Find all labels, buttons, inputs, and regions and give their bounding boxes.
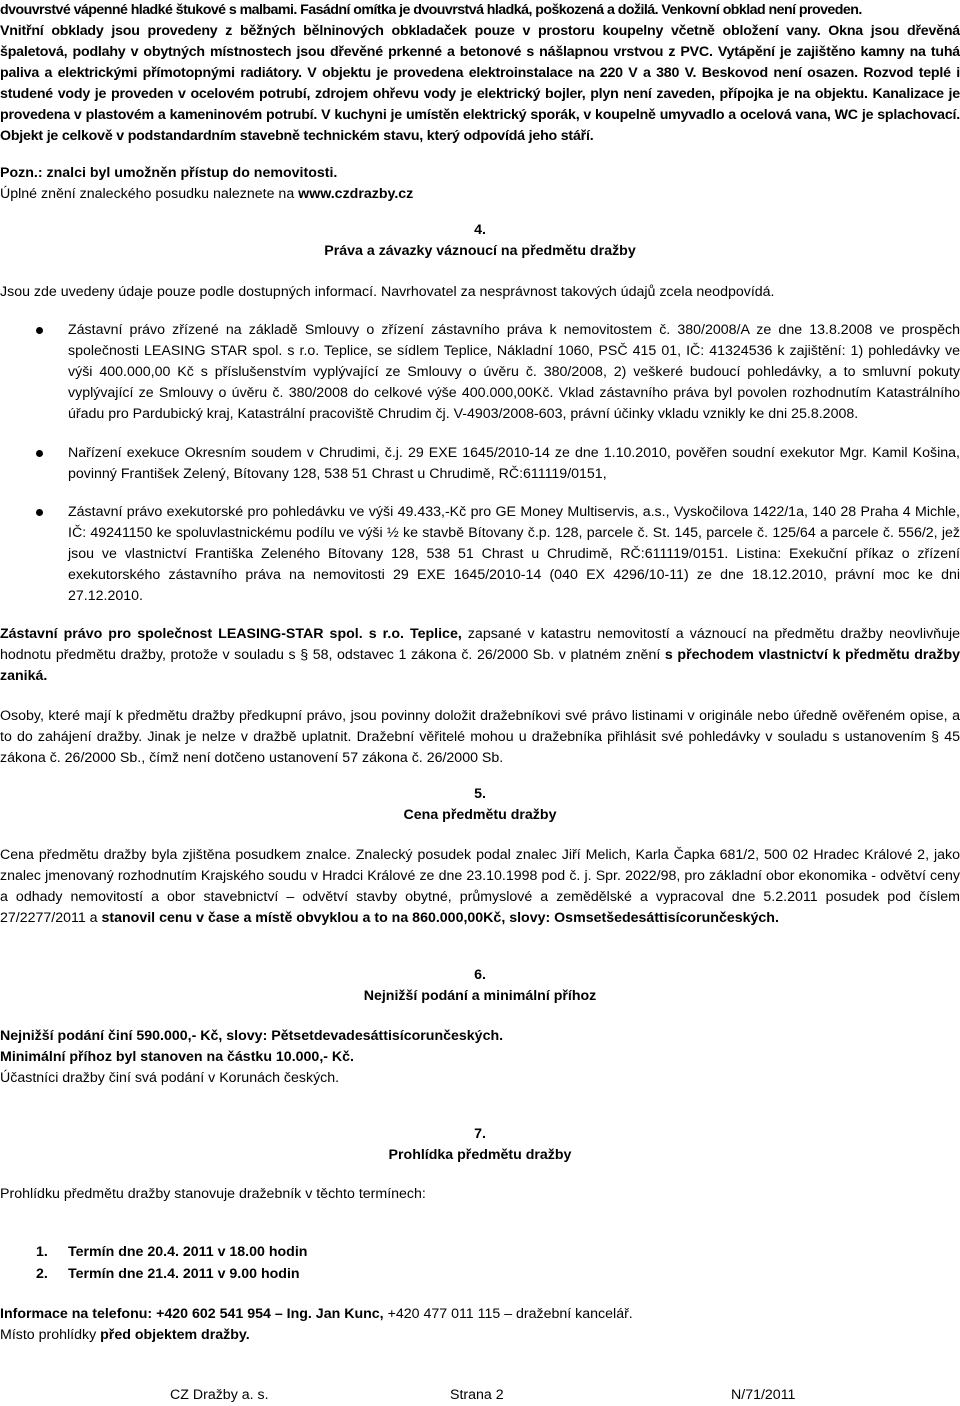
preemption-text: Osoby, které mají k předmětu dražby předkupní právo, jsou povinny doložit dražebníkovi své právo listinami v originále nebo úředně ověřeném opise, a to do zahájení dražby. Jinak je nelze v dražbě uplatnit. Dražební věřitelé mohou u dražebníka přihlásit své pohledávky v souladu s ustanovením § 45 zákona č. 26/2000 Sb., čímž není dotčeno ustanovení 57 zákona č. 26/2000 Sb.	[0, 708, 960, 766]
section6-heading	[0, 965, 960, 1007]
term-number: 2.	[36, 1266, 48, 1282]
contact-block	[0, 1304, 960, 1346]
executor-lien-text: Zástavní právo exekutorské pro pohledávku ve výši 49.433,-Kč pro GE Money Multiservis, a.s., Vyskočilova 1422/1a, 140 28 Praha 4 Michle, IČ: 49241150 ke spoluvlastnickému podílu ve výši ½ ke stavbě Bítovany č.p. 128, parcele č. St. 145, parcele č. 125/64 a parcele č. 556/2, jež jsou ve vlastnictví Františka Zeleného Bítovany 128, 538 51 Chrast u Chrudimě, RČ:611119/0151. Listina: Exekuční příkaz o zřízení exekutorského zástavního práva na nemovitosti 29 EXE 1645/2010-14 (040 EX 4296/10-11) ze dne 18.12.2010, právní moc ke dni 27.12.2010.	[68, 504, 960, 604]
list-item	[0, 320, 960, 425]
bullet-icon	[36, 450, 43, 457]
minimum-increment: Minimální příhoz byl stanoven na částku 10.000,- Kč.	[0, 1049, 355, 1065]
place-label: Místo prohlídky	[0, 1327, 101, 1343]
footer-company: CZ Dražby a. s.	[170, 1387, 269, 1403]
intro-paragraph: Vnitřní obklady jsou provedeny z běžných bělninových obkladaček pouze v prostoru koupelny včetně obložení vany. Okna jsou dřevěná špaletová, podlahy v obytných místnostech jsou dřevěné prkenné a betonové s nášlapnou vrstvou z PVC. Vytápění je zajištěno kamny na tuhá paliva a elektrickými přímotopnými radiátory. V objektu je provedena elektroinstalace na 220 V a 380 V. Beskovod není osazen. Rozvod teplé i studené vody je proveden v ocelovém potrubí, zdrojem ohřevu vody je elektrický bojler, plyn není zaveden, přípojka je na objektu. Kanalizace je provedena v plastovém a kameninovém potrubí. V kuchyni je umístěn elektrický sporák, v koupelně umyvadlo a ocelová vana, WC je splachovací. Objekt je celkově v podstandardním stavebně technickém stavu, který odpovídá jeho stáří.	[0, 23, 960, 144]
intro-block	[0, 0, 960, 147]
list-item	[0, 443, 960, 485]
leasing-bold: Zástavní právo pro společnost LEASING-STAR spol. s r.o. Teplice,	[0, 626, 462, 642]
term-text: Termín dne 21.4. 2011 v 9.00 hodin	[68, 1266, 300, 1282]
currency-note: Účastníci dražby činí svá podání v Korunách českých.	[0, 1070, 340, 1086]
section5-price: stanovil cenu v čase a místě obvyklou a to na 860.000,00Kč, slovy: Osmsetšedesáttisícorunčeských.	[101, 910, 779, 926]
lowest-bid: Nejnižší podání činí 590.000,- Kč, slovy: Pětsetdevadesáttisícorunčeských.	[0, 1028, 504, 1044]
execution-text: Nařízení exekuce Okresním soudem v Chrudimi, č.j. 29 EXE 1645/2010-14 ze dne 1.10.2010, pověřen soudní exekutor Mgr. Kamil Košina, povinný František Zelený, Bítovany 128, 538 51 Chrast u Chrudimě, RČ:611119/0151,	[68, 445, 960, 482]
section5-title: Cena předmětu dražby	[403, 807, 557, 823]
term-text: Termín dne 20.4. 2011 v 18.00 hodin	[68, 1244, 308, 1260]
section7-title: Prohlídka předmětu dražby	[388, 1147, 572, 1163]
preemption-paragraph	[0, 706, 960, 769]
section6-title: Nejnižší podání a minimální příhoz	[363, 988, 597, 1004]
lien-leasing-text: Zástavní právo zřízené na základě Smlouvy o zřízení zástavního práva k nemovitostem č. 380/2008/A ze dne 13.8.2008 ve prospěch společnosti LEASING STAR spol. s r.o. Teplice, se sídlem Teplice, Nákladní 1060, PSČ 415 01, IČ: 41324536 k zajištění: 1) pohledávky ve výši 400.000,00 Kč s příslušenstvím vyplývající ze Smlouvy o úvěru č. 380/2008, 2) veškeré budoucí pohledávky, a to smluvní pokuty vyplývající ze Smlouvy o úvěru č. 380/2008 do celkové výše 400.000,00Kč. Vklad zástavního práva byl povolen rozhodnutím Katastrálního úřadu pro Pardubický kraj, Katastrální pracoviště Chrudim čj. V-4903/2008-603, právní účinky vkladu vznikly ke dni 25.8.2008.	[68, 322, 960, 422]
section4-intro	[0, 282, 960, 303]
leasing-text: zapsané v katastru nemovitostí a váznoucí na předmětu dražby neovlivňuje hodnotu předmětu dražby, protože v souladu s § 58, odstavec 1 zákona č. 26/2000 Sb. v platném znění	[0, 626, 960, 663]
section7-heading	[0, 1124, 960, 1166]
section7-intro	[0, 1184, 960, 1205]
section6-number: 6.	[474, 967, 486, 983]
leasing-paragraph	[0, 624, 960, 687]
section5-text: Cena předmětu dražby byla zjištěna posudkem znalce. Znalecký posudek podal znalec Jiří Melich, Karla Čapka 681/2, 500 02 Hradec Králové 2, jako znalec jmenovaný rozhodnutím Krajského soudu v Hradci Králové ze dne 23.10.1998 pod č. j. Spr. 2022/98, pro základní obor ekonomika - odvětví ceny a odhady nemovitostí a obor stavebnictví – odvětví stavby obytné, průmyslové a zemědělské a vypracoval dne 5.2.2011 posudek pod číslem 27/2277/2011 a	[0, 847, 960, 926]
note-link-line	[0, 184, 960, 205]
bullet-icon	[36, 327, 43, 334]
section6-body	[0, 1026, 960, 1089]
leasing-bold-end: s přechodem vlastnictví k předmětu dražby zaniká.	[0, 647, 960, 684]
bullet-icon	[36, 509, 43, 516]
note-text: Úplné znění znaleckého posudku naleznete na	[0, 186, 299, 202]
contact-office: +420 477 011 115 – dražební kancelář.	[383, 1306, 633, 1322]
section7-intro-text: Prohlídku předmětu dražby stanovuje dražebník v těchto termínech:	[0, 1186, 426, 1202]
list-item	[36, 1242, 307, 1263]
section4-title: Práva a závazky váznoucí na předmětu dražby	[324, 243, 636, 259]
footer-reference: N/71/2011	[731, 1387, 796, 1403]
footer-page-number: Strana 2	[450, 1387, 504, 1403]
section4-number: 4.	[474, 222, 486, 238]
list-item	[0, 502, 960, 607]
section4-heading	[0, 220, 960, 262]
czdrazby-link[interactable]: www.czdrazby.cz	[298, 186, 414, 202]
section5-number: 5.	[474, 786, 486, 802]
place-value: před objektem dražby.	[100, 1327, 250, 1343]
term-number: 1.	[36, 1244, 48, 1260]
section5-heading	[0, 784, 960, 826]
section4-intro-text: Jsou zde uvedeny údaje pouze podle dostupných informací. Navrhovatel za nesprávnost takových údajů zcela neodpovídá.	[0, 284, 775, 300]
note-block	[0, 163, 960, 205]
intro-line: dvouvrstvé vápenné hladké štukové s malbami. Fasádní omítka je dvouvrstvá hladká, poškozená a dožilá. Venkovní obklad není proveden.	[0, 2, 862, 18]
list-item	[36, 1264, 300, 1285]
note-access: Pozn.: znalci byl umožněn přístup do nemovitosti.	[0, 165, 338, 181]
contact-phone: Informace na telefonu: +420 602 541 954 – Ing. Jan Kunc,	[0, 1306, 384, 1322]
section7-number: 7.	[474, 1126, 486, 1142]
section5-paragraph	[0, 845, 960, 929]
